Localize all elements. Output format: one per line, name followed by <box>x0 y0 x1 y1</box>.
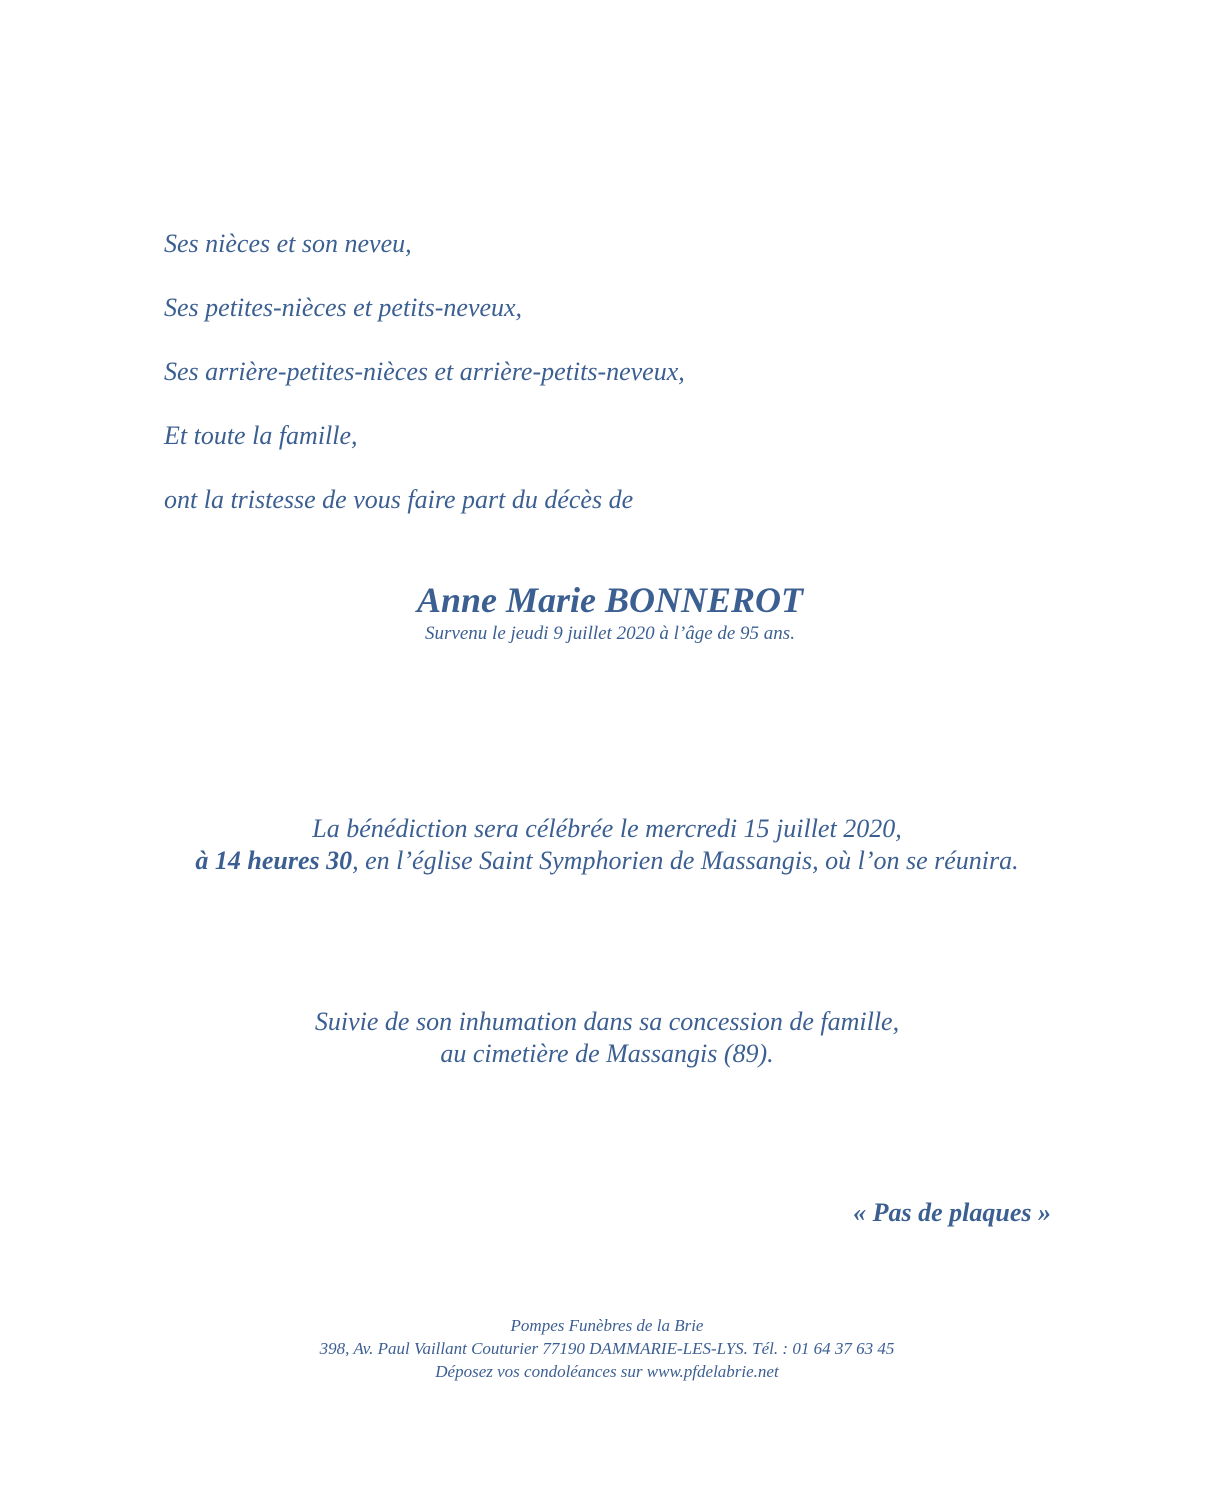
funeral-home-footer <box>0 1314 1214 1383</box>
ceremony-time: à 14 heures 30 <box>195 846 353 875</box>
burial-announcement <box>0 1006 1214 1070</box>
no-plaques-note: « Pas de plaques » <box>853 1198 1051 1227</box>
funeral-home-name: Pompes Funèbres de la Brie <box>510 1316 704 1335</box>
condolences-line: Déposez vos condoléances sur www.pfdelabrie.net <box>435 1362 779 1381</box>
funeral-home-address: 398, Av. Paul Vaillant Couturier 77190 DAMMARIE-LES-LYS. Tél. : 01 64 37 63 45 <box>319 1339 895 1358</box>
deceased-details: Survenu le jeudi 9 juillet 2020 à l’âge de 95 ans. <box>425 623 795 644</box>
family-line-whole-family: Et toute la famille, <box>164 421 358 450</box>
burial-line-cemetery: au cimetière de Massangis (89). <box>440 1039 774 1068</box>
announcement-intro: ont la tristesse de vous faire part du décès de <box>164 485 634 514</box>
ceremony-announcement <box>0 813 1214 877</box>
ceremony-place-line <box>0 845 1214 877</box>
family-line-nieces-nephew: Ses nièces et son neveu, <box>164 229 412 258</box>
ceremony-date-line: La bénédiction sera célébrée le mercredi 15 juillet 2020, <box>312 814 902 843</box>
ceremony-place: , en l’église Saint Symphorien de Massangis, où l’on se réunira. <box>352 846 1019 875</box>
deceased-name: Anne Marie BONNEROT <box>416 580 804 620</box>
burial-line-concession: Suivie de son inhumation dans sa concession de famille, <box>314 1007 900 1036</box>
family-line-grand-nieces-nephews: Ses petites-nièces et petits-neveux, <box>164 293 523 322</box>
family-line-great-grand-nieces-nephews: Ses arrière-petites-nièces et arrière-petits-neveux, <box>164 357 685 386</box>
